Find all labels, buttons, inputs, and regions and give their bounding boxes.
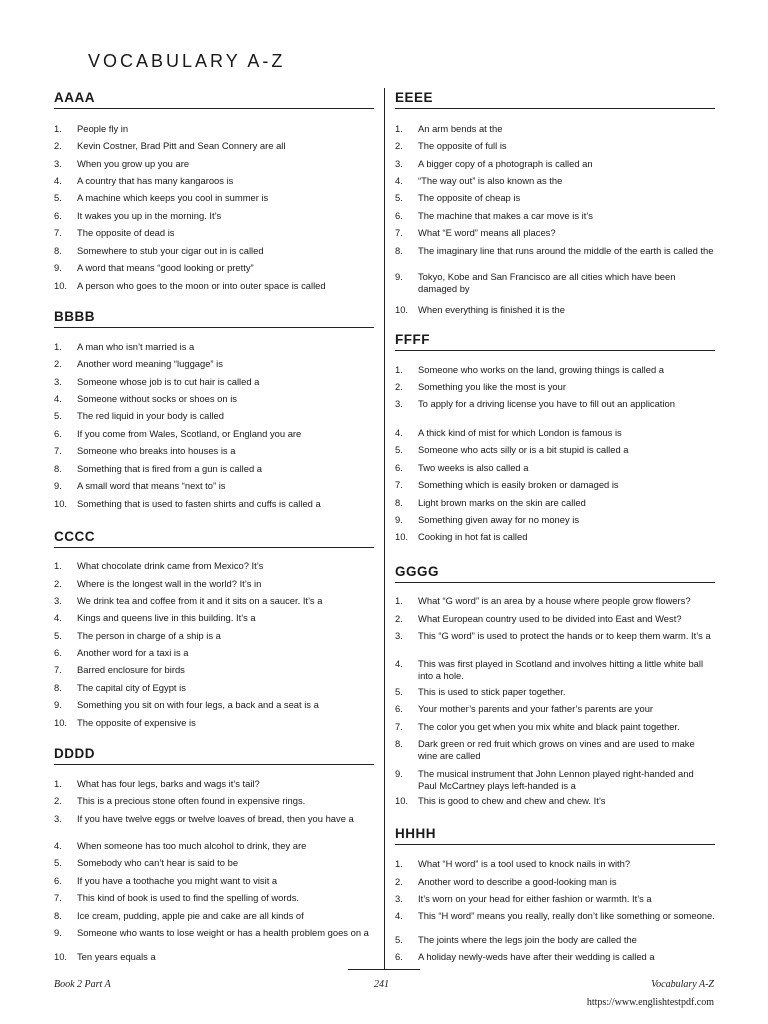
item-text: We drink tea and coffee from it and it sits on a saucer. It’s a: [77, 595, 323, 606]
item-text: Light brown marks on the skin are called: [418, 497, 586, 508]
list-item: [54, 262, 374, 274]
list-item: [395, 381, 715, 393]
item-text: What European country used to be divided into East and West?: [418, 613, 682, 624]
item-text: This was first played in Scotland and involves hitting a little white ball into a hole.: [418, 658, 704, 681]
item-number: 2.: [395, 140, 403, 151]
list-item: [395, 951, 715, 963]
item-number: 1.: [54, 123, 62, 134]
list-item: [54, 560, 374, 572]
list-item: [54, 428, 374, 440]
item-text: Another word to describe a good-looking man is: [418, 876, 617, 887]
list-item: [54, 664, 374, 676]
list-item: [395, 210, 715, 222]
item-text: This “G word” is used to protect the hands or to keep them warm. It’s a: [418, 630, 711, 641]
item-text: What has four legs, barks and wags it’s tail?: [77, 778, 260, 789]
item-number: 9.: [395, 514, 403, 525]
item-text: The imaginary line that runs around the middle of the earth is called the: [418, 245, 714, 256]
item-text: The person in charge of a ship is a: [77, 630, 221, 641]
list-item: [54, 595, 374, 607]
item-text: The capital city of Egypt is: [77, 682, 186, 693]
item-number: 6.: [395, 462, 403, 473]
item-text: When you grow up you are: [77, 158, 190, 169]
item-text: Something that is used to fasten shirts and cuffs is called a: [77, 498, 321, 509]
section-heading: GGGG: [395, 564, 715, 583]
list-item: [395, 721, 715, 733]
item-number: 10.: [395, 531, 409, 542]
item-text: The machine that makes a car move is it’s: [418, 210, 593, 221]
item-number: 8.: [395, 245, 403, 256]
item-text: What chocolate drink came from Mexico? It’s: [77, 560, 264, 571]
item-number: 7.: [54, 227, 62, 238]
item-text: The musical instrument that John Lennon played right-handed and Paul McCartney plays left-handed is a: [418, 768, 694, 791]
item-number: 1.: [54, 341, 62, 352]
item-number: 1.: [395, 364, 403, 375]
item-number: 5.: [395, 686, 403, 697]
item-text: People fly in: [77, 123, 129, 134]
item-number: 4.: [54, 840, 62, 851]
list-item: [54, 192, 374, 204]
list-item: [395, 462, 715, 474]
list-item: [395, 630, 715, 642]
item-number: 4.: [395, 658, 403, 669]
section-cccc: [54, 529, 374, 728]
list-item: [54, 840, 374, 852]
footer-book-label: Book 2 Part A: [54, 979, 111, 990]
list-item: [54, 612, 374, 624]
item-number: 9.: [54, 262, 62, 273]
item-text: “The way out” is also known as the: [418, 175, 563, 186]
item-text: The opposite of expensive is: [77, 717, 196, 728]
item-number: 3.: [54, 595, 62, 606]
item-text: Somewhere to stub your cigar out in is called: [77, 245, 264, 256]
item-text: A person who goes to the moon or into outer space is called: [77, 280, 326, 291]
item-number: 4.: [54, 612, 62, 623]
item-text: A man who isn’t married is a: [77, 341, 195, 352]
item-number: 10.: [54, 717, 68, 728]
section-heading: HHHH: [395, 826, 715, 845]
list-item: [395, 658, 715, 681]
item-number: 3.: [395, 630, 403, 641]
item-number: 2.: [395, 876, 403, 887]
list-item: [54, 175, 374, 187]
list-item: [395, 514, 715, 526]
item-number: 7.: [54, 445, 62, 456]
footer-rule: [348, 969, 420, 970]
item-number: 10.: [395, 304, 409, 315]
item-text: Ten years equals a: [77, 951, 156, 962]
list-item: [395, 738, 715, 761]
item-text: Cooking in hot fat is called: [418, 531, 528, 542]
item-number: 7.: [54, 892, 62, 903]
list-item: [54, 951, 374, 963]
list-item: [54, 358, 374, 370]
item-number: 6.: [395, 951, 403, 962]
item-text: Something you sit on with four legs, a back and a seat is a: [77, 699, 319, 710]
list-item: [54, 813, 374, 825]
list-item: [395, 531, 715, 543]
item-text: If you have a toothache you might want to visit a: [77, 875, 278, 886]
page-title: VOCABULARY A-Z: [88, 51, 286, 71]
list-item: [54, 778, 374, 790]
list-item: [395, 140, 715, 152]
item-number: 2.: [54, 578, 62, 589]
item-number: 2.: [54, 140, 62, 151]
column-divider: [384, 88, 385, 970]
item-text: The opposite of cheap is: [418, 192, 521, 203]
item-number: 1.: [395, 595, 403, 606]
item-number: 6.: [395, 703, 403, 714]
item-number: 10.: [54, 280, 68, 291]
item-number: 5.: [54, 630, 62, 641]
list-item: [54, 393, 374, 405]
list-item: [395, 364, 715, 376]
list-item: [395, 227, 715, 239]
list-item: [54, 647, 374, 659]
list-item: [395, 595, 715, 607]
item-text: The opposite of dead is: [77, 227, 175, 238]
item-number: 6.: [54, 875, 62, 886]
section-heading: FFFF: [395, 332, 715, 351]
item-number: 1.: [54, 778, 62, 789]
item-number: 5.: [54, 857, 62, 868]
list-item: [54, 445, 374, 457]
item-number: 8.: [54, 245, 62, 256]
list-item: [395, 703, 715, 715]
item-text: The red liquid in your body is called: [77, 410, 224, 421]
item-number: 4.: [395, 910, 403, 921]
item-number: 9.: [54, 927, 62, 938]
item-text: Someone without socks or shoes on is: [77, 393, 237, 404]
item-text: Somebody who can’t hear is said to be: [77, 857, 239, 868]
item-text: Another word for a taxi is a: [77, 647, 189, 658]
list-item: [395, 910, 715, 922]
item-number: 2.: [395, 381, 403, 392]
item-number: 3.: [54, 158, 62, 169]
list-item: [54, 682, 374, 694]
list-item: [395, 893, 715, 905]
item-number: 7.: [395, 479, 403, 490]
item-number: 8.: [395, 738, 403, 749]
section-heading: CCCC: [54, 529, 374, 548]
item-number: 4.: [54, 393, 62, 404]
item-text: Kevin Costner, Brad Pitt and Sean Connery are all: [77, 140, 286, 151]
list-item: [395, 271, 715, 294]
item-number: 8.: [54, 682, 62, 693]
item-text: If you have twelve eggs or twelve loaves of bread, then you have a: [77, 813, 354, 824]
list-item: [395, 858, 715, 870]
list-item: [395, 768, 715, 791]
item-text: Something that is fired from a gun is called a: [77, 463, 262, 474]
item-text: The opposite of full is: [418, 140, 507, 151]
item-number: 6.: [54, 647, 62, 658]
section-heading: DDDD: [54, 746, 374, 765]
item-text: The color you get when you mix white and black paint together.: [418, 721, 680, 732]
item-number: 7.: [395, 721, 403, 732]
item-text: This kind of book is used to find the spelling of words.: [77, 892, 299, 903]
list-item: [395, 398, 715, 410]
item-text: Another word meaning “luggage” is: [77, 358, 223, 369]
list-item: [54, 927, 374, 939]
item-number: 5.: [54, 192, 62, 203]
item-text: What “E word” means all places?: [418, 227, 556, 238]
list-item: [54, 630, 374, 642]
list-item: [395, 795, 715, 807]
item-number: 5.: [395, 934, 403, 945]
item-number: 1.: [54, 560, 62, 571]
list-item: [54, 341, 374, 353]
list-item: [54, 717, 374, 729]
item-number: 3.: [54, 376, 62, 387]
item-number: 10.: [54, 951, 68, 962]
item-text: This is good to chew and chew and chew. It’s: [418, 795, 606, 806]
list-item: [395, 686, 715, 698]
item-text: Someone who wants to lose weight or has a health problem goes on a: [77, 927, 369, 938]
list-item: [54, 158, 374, 170]
item-text: What “G word” is an area by a house where people grow flowers?: [418, 595, 691, 606]
item-number: 10.: [395, 795, 409, 806]
item-text: This is a precious stone often found in expensive rings.: [77, 795, 306, 806]
list-item: [395, 934, 715, 946]
item-number: 3.: [395, 893, 403, 904]
item-text: A country that has many kangaroos is: [77, 175, 234, 186]
item-text: If you come from Wales, Scotland, or England you are: [77, 428, 302, 439]
list-item: [54, 123, 374, 135]
item-text: This “H word” means you really, really don’t like something or someone.: [418, 910, 715, 921]
item-number: 6.: [54, 210, 62, 221]
item-number: 2.: [395, 613, 403, 624]
footer-section-label: Vocabulary A-Z: [651, 979, 714, 990]
list-item: [395, 427, 715, 439]
item-text: Kings and queens live in this building. It’s a: [77, 612, 256, 623]
item-number: 8.: [54, 463, 62, 474]
section-heading: EEEE: [395, 90, 715, 109]
item-text: To apply for a driving license you have to fill out an application: [418, 398, 675, 409]
item-text: A thick kind of mist for which London is famous is: [418, 427, 622, 438]
item-number: 4.: [54, 175, 62, 186]
list-item: [54, 245, 374, 257]
list-item: [54, 280, 374, 292]
section-heading: BBBB: [54, 309, 374, 328]
item-text: Someone whose job is to cut hair is called a: [77, 376, 260, 387]
list-item: [54, 463, 374, 475]
list-item: [395, 444, 715, 456]
item-number: 3.: [54, 813, 62, 824]
item-text: A word that means “good looking or pretty”: [77, 262, 254, 273]
item-text: When someone has too much alcohol to drink, they are: [77, 840, 307, 851]
section-hhhh: [395, 826, 715, 962]
list-item: [54, 875, 374, 887]
item-number: 1.: [395, 858, 403, 869]
item-number: 2.: [54, 795, 62, 806]
list-item: [54, 227, 374, 239]
list-item: [54, 857, 374, 869]
item-text: Where is the longest wall in the world? It’s in: [77, 578, 262, 589]
item-number: 2.: [54, 358, 62, 369]
item-text: Your mother’s parents and your father’s parents are your: [418, 703, 654, 714]
list-item: [395, 479, 715, 491]
item-text: A small word that means “next to” is: [77, 480, 226, 491]
list-item: [395, 175, 715, 187]
item-text: A holiday newly-weds have after their wedding is called a: [418, 951, 655, 962]
list-item: [54, 578, 374, 590]
item-number: 1.: [395, 123, 403, 134]
item-text: Something you like the most is your: [418, 381, 566, 392]
section-aaaa: [54, 90, 374, 291]
item-number: 9.: [54, 480, 62, 491]
section-ffff: [395, 332, 715, 542]
list-item: [54, 376, 374, 388]
item-text: A bigger copy of a photograph is called an: [418, 158, 593, 169]
item-text: When everything is finished it is the: [418, 304, 565, 315]
page-number: 241: [374, 979, 389, 990]
section-gggg: [395, 564, 715, 806]
list-item: [395, 876, 715, 888]
item-number: 6.: [395, 210, 403, 221]
item-number: 4.: [395, 175, 403, 186]
item-text: Tokyo, Kobe and San Francisco are all cities which have been damaged by: [418, 271, 676, 294]
item-number: 5.: [395, 192, 403, 203]
list-item: [395, 192, 715, 204]
item-number: 3.: [395, 158, 403, 169]
item-number: 8.: [395, 497, 403, 508]
item-number: 7.: [54, 664, 62, 675]
item-text: Something which is easily broken or damaged is: [418, 479, 619, 490]
item-text: Two weeks is also called a: [418, 462, 529, 473]
list-item: [54, 210, 374, 222]
list-item: [395, 497, 715, 509]
item-number: 8.: [54, 910, 62, 921]
item-text: The joints where the legs join the body are called the: [418, 934, 637, 945]
item-number: 3.: [395, 398, 403, 409]
list-item: [395, 158, 715, 170]
item-text: An arm bends at the: [418, 123, 503, 134]
item-text: Something given away for no money is: [418, 514, 580, 525]
item-text: Someone who acts silly or is a bit stupid is called a: [418, 444, 629, 455]
item-text: It wakes you up in the morning. It’s: [77, 210, 222, 221]
item-text: A machine which keeps you cool in summer is: [77, 192, 269, 203]
list-item: [54, 699, 374, 711]
item-text: Ice cream, pudding, apple pie and cake are all kinds of: [77, 910, 304, 921]
item-number: 5.: [54, 410, 62, 421]
item-number: 9.: [395, 768, 403, 779]
item-text: Someone who breaks into houses is a: [77, 445, 236, 456]
list-item: [54, 498, 374, 510]
section-bbbb: [54, 309, 374, 509]
list-item: [54, 410, 374, 422]
item-number: 7.: [395, 227, 403, 238]
item-text: Someone who works on the land, growing things is called a: [418, 364, 664, 375]
section-eeee: [395, 90, 715, 315]
list-item: [54, 480, 374, 492]
list-item: [395, 245, 715, 257]
footer-url[interactable]: https://www.englishtestpdf.com: [586, 997, 714, 1008]
item-text: Barred enclosure for birds: [77, 664, 185, 675]
item-text: What “H word” is a tool used to knock nails in with?: [418, 858, 631, 869]
list-item: [54, 892, 374, 904]
list-item: [54, 795, 374, 807]
list-item: [395, 123, 715, 135]
item-number: 9.: [54, 699, 62, 710]
item-text: This is used to stick paper together.: [418, 686, 566, 697]
section-dddd: [54, 746, 374, 962]
section-heading: AAAA: [54, 90, 374, 109]
list-item: [54, 910, 374, 922]
list-item: [395, 613, 715, 625]
item-number: 9.: [395, 271, 403, 282]
item-number: 10.: [54, 498, 68, 509]
item-text: Dark green or red fruit which grows on vines and are used to make wine are called: [418, 738, 695, 761]
list-item: [54, 140, 374, 152]
item-number: 4.: [395, 427, 403, 438]
item-number: 6.: [54, 428, 62, 439]
item-number: 5.: [395, 444, 403, 455]
list-item: [395, 304, 715, 316]
item-text: It’s worn on your head for either fashion or warmth. It’s a: [418, 893, 652, 904]
